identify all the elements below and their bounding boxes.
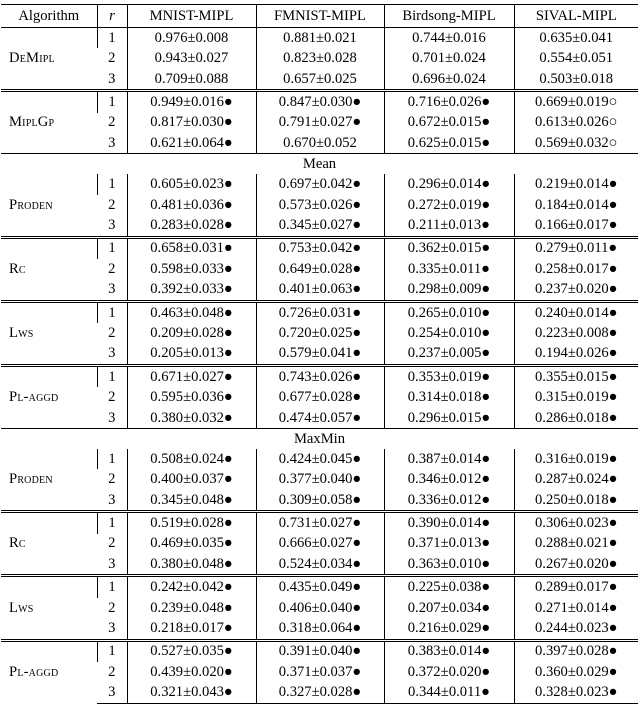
r-value: 2 — [108, 389, 116, 406]
table-row — [1, 640, 638, 662]
accuracy-cell: 0.327±0.028● — [256, 682, 384, 703]
accuracy-cell: 0.881±0.021 — [256, 28, 384, 49]
table-row — [1, 534, 638, 554]
table-row — [1, 554, 638, 576]
accuracy-cell: 0.743±0.026● — [256, 365, 384, 387]
table-row — [1, 576, 638, 598]
accuracy-cell: 0.709±0.088 — [127, 69, 256, 91]
accuracy-cell: 0.184±0.014● — [514, 195, 638, 215]
accuracy-cell: 0.346±0.012● — [384, 469, 514, 489]
accuracy-cell: 0.205±0.013● — [127, 343, 256, 365]
r-value: 3 — [108, 409, 116, 426]
table-row — [1, 174, 638, 194]
header-dataset: FMNIST-MIPL — [256, 5, 384, 28]
accuracy-cell: 0.371±0.013● — [384, 534, 514, 554]
section-row — [1, 154, 638, 175]
r-value: 2 — [108, 324, 116, 341]
table-row — [1, 365, 638, 387]
accuracy-cell: 0.554±0.051 — [514, 48, 638, 68]
r-value: 2 — [108, 260, 116, 277]
r-value: 1 — [97, 28, 127, 49]
algorithm-group — [1, 28, 638, 91]
accuracy-cell: 0.383±0.014● — [384, 640, 514, 662]
algorithm-group — [1, 640, 638, 703]
accuracy-cell: 0.336±0.012● — [384, 490, 514, 512]
accuracy-cell: 0.598±0.033● — [127, 259, 256, 279]
table-row — [1, 408, 638, 429]
accuracy-cell: 0.726±0.031● — [256, 301, 384, 323]
accuracy-cell: 0.309±0.058● — [256, 490, 384, 512]
accuracy-cell: 0.621±0.064● — [127, 133, 256, 154]
r-value: 3 — [108, 70, 116, 87]
accuracy-cell: 0.362±0.015● — [384, 237, 514, 259]
accuracy-cell: 0.328±0.023● — [514, 682, 638, 703]
r-value: 1 — [97, 576, 127, 598]
accuracy-cell: 0.666±0.027● — [256, 534, 384, 554]
header-dataset: MNIST-MIPL — [127, 5, 256, 28]
accuracy-cell: 0.250±0.018● — [514, 490, 638, 512]
accuracy-cell: 0.649±0.028● — [256, 259, 384, 279]
algorithm-group — [1, 365, 638, 428]
accuracy-cell: 0.372±0.020● — [384, 662, 514, 682]
table-row — [1, 28, 638, 49]
accuracy-cell: 0.353±0.019● — [384, 365, 514, 387]
r-value: 1 — [97, 512, 127, 534]
accuracy-cell: 0.271±0.014● — [514, 598, 638, 618]
r-value: 2 — [108, 663, 116, 680]
accuracy-cell: 0.209±0.028● — [127, 323, 256, 343]
accuracy-cell: 0.306±0.023● — [514, 512, 638, 534]
accuracy-cell: 0.439±0.020● — [127, 662, 256, 682]
table-row — [1, 343, 638, 365]
accuracy-cell: 0.315±0.019● — [514, 387, 638, 407]
accuracy-cell: 0.696±0.024 — [384, 69, 514, 91]
r-value: 3 — [108, 345, 116, 362]
accuracy-cell: 0.237±0.020● — [514, 279, 638, 301]
table-row — [1, 618, 638, 640]
accuracy-cell: 0.595±0.036● — [127, 387, 256, 407]
accuracy-cell: 0.406±0.040● — [256, 598, 384, 618]
accuracy-cell: 0.166±0.017● — [514, 215, 638, 237]
accuracy-cell: 0.463±0.048● — [127, 301, 256, 323]
accuracy-cell: 0.344±0.011● — [384, 682, 514, 703]
table-row — [1, 133, 638, 154]
accuracy-cell: 0.424±0.045● — [256, 449, 384, 469]
accuracy-cell: 0.360±0.029● — [514, 662, 638, 682]
accuracy-cell: 0.390±0.014● — [384, 512, 514, 534]
accuracy-cell: 0.225±0.038● — [384, 576, 514, 598]
accuracy-cell: 0.625±0.015● — [384, 133, 514, 154]
r-value: 3 — [97, 682, 127, 703]
accuracy-cell: 0.474±0.057● — [256, 408, 384, 429]
section-label: MaxMin — [1, 429, 638, 450]
algorithm-group — [1, 154, 638, 237]
r-value: 3 — [108, 491, 116, 508]
accuracy-cell: 0.380±0.032● — [127, 408, 256, 429]
table-row — [1, 237, 638, 259]
table-row — [1, 69, 638, 91]
accuracy-cell: 0.318±0.064● — [256, 618, 384, 640]
table-row — [1, 48, 638, 68]
accuracy-cell: 0.817±0.030● — [127, 113, 256, 133]
table-row — [1, 682, 638, 703]
table-row — [1, 490, 638, 512]
accuracy-cell: 0.296±0.014● — [384, 174, 514, 194]
r-value: 3 — [108, 217, 116, 234]
accuracy-cell: 0.605±0.023● — [127, 174, 256, 194]
accuracy-cell: 0.363±0.010● — [384, 554, 514, 576]
algorithm-name: Proden — [9, 471, 53, 488]
accuracy-cell: 0.669±0.019○ — [514, 91, 638, 113]
table-row — [1, 215, 638, 237]
accuracy-cell: 0.254±0.010● — [384, 323, 514, 343]
accuracy-cell: 0.613±0.026○ — [514, 113, 638, 133]
accuracy-cell: 0.823±0.028 — [256, 48, 384, 68]
r-value: 2 — [108, 599, 116, 616]
accuracy-cell: 0.355±0.015● — [514, 365, 638, 387]
r-value: 2 — [108, 114, 116, 131]
accuracy-cell: 0.223±0.008● — [514, 323, 638, 343]
accuracy-cell: 0.272±0.019● — [384, 195, 514, 215]
accuracy-cell: 0.244±0.023● — [514, 618, 638, 640]
accuracy-cell: 0.753±0.042● — [256, 237, 384, 259]
accuracy-cell: 0.345±0.027● — [256, 215, 384, 237]
accuracy-cell: 0.672±0.015● — [384, 113, 514, 133]
table-row — [1, 323, 638, 343]
accuracy-cell: 0.527±0.035● — [127, 640, 256, 662]
algorithm-name: Lws — [1, 576, 97, 640]
accuracy-cell: 0.481±0.036● — [127, 195, 256, 215]
accuracy-cell: 0.731±0.027● — [256, 512, 384, 534]
r-value: 2 — [108, 50, 116, 67]
accuracy-cell: 0.949±0.016● — [127, 91, 256, 113]
accuracy-cell: 0.296±0.015● — [384, 408, 514, 429]
accuracy-cell: 0.716±0.026● — [384, 91, 514, 113]
r-value: 2 — [108, 535, 116, 552]
accuracy-cell: 0.258±0.017● — [514, 259, 638, 279]
accuracy-cell: 0.671±0.027● — [127, 365, 256, 387]
accuracy-cell: 0.242±0.042● — [127, 576, 256, 598]
r-value: 3 — [108, 620, 116, 637]
table-row — [1, 301, 638, 323]
accuracy-cell: 0.524±0.034● — [256, 554, 384, 576]
accuracy-cell: 0.573±0.026● — [256, 195, 384, 215]
header-r: r — [97, 5, 127, 28]
section-label: Mean — [1, 154, 638, 175]
r-value: 2 — [108, 196, 116, 213]
accuracy-cell: 0.397±0.028● — [514, 640, 638, 662]
accuracy-cell: 0.701±0.024 — [384, 48, 514, 68]
table-row — [1, 469, 638, 489]
accuracy-cell: 0.635±0.041 — [514, 28, 638, 49]
accuracy-cell: 0.218±0.017● — [127, 618, 256, 640]
table-row — [1, 512, 638, 534]
algorithm-name: Pl-aggd — [1, 365, 97, 428]
accuracy-cell: 0.791±0.027● — [256, 113, 384, 133]
r-value: 3 — [108, 134, 116, 151]
accuracy-cell: 0.287±0.024● — [514, 469, 638, 489]
accuracy-cell: 0.503±0.018 — [514, 69, 638, 91]
accuracy-cell: 0.400±0.037● — [127, 469, 256, 489]
algorithm-group — [1, 512, 638, 576]
algorithm-name: Proden — [9, 196, 53, 213]
header-dataset: Birdsong-MIPL — [384, 5, 514, 28]
results-table — [1, 4, 638, 704]
algorithm-group — [1, 237, 638, 301]
header-algorithm: Algorithm — [1, 5, 97, 28]
table-row — [1, 91, 638, 113]
accuracy-cell: 0.392±0.033● — [127, 279, 256, 301]
accuracy-cell: 0.657±0.025 — [256, 69, 384, 91]
accuracy-cell: 0.744±0.016 — [384, 28, 514, 49]
r-value: 1 — [97, 449, 127, 469]
r-value: 2 — [108, 471, 116, 488]
accuracy-cell: 0.207±0.034● — [384, 598, 514, 618]
algorithm-name: Rc — [1, 237, 97, 301]
accuracy-cell: 0.976±0.008 — [127, 28, 256, 49]
section-row — [1, 429, 638, 450]
table-row — [1, 113, 638, 133]
header-dataset: SIVAL-MIPL — [514, 5, 638, 28]
accuracy-cell: 0.288±0.021● — [514, 534, 638, 554]
accuracy-cell: 0.321±0.043● — [127, 682, 256, 703]
accuracy-cell: 0.216±0.029● — [384, 618, 514, 640]
table-row — [1, 449, 638, 469]
accuracy-cell: 0.335±0.011● — [384, 259, 514, 279]
accuracy-cell: 0.658±0.031● — [127, 237, 256, 259]
table-row — [1, 279, 638, 301]
accuracy-cell: 0.267±0.020● — [514, 554, 638, 576]
r-value: 1 — [97, 91, 127, 113]
accuracy-cell: 0.265±0.010● — [384, 301, 514, 323]
r-value: 1 — [97, 640, 127, 662]
accuracy-cell: 0.508±0.024● — [127, 449, 256, 469]
accuracy-cell: 0.316±0.019● — [514, 449, 638, 469]
accuracy-cell: 0.211±0.013● — [384, 215, 514, 237]
accuracy-cell: 0.371±0.037● — [256, 662, 384, 682]
accuracy-cell: 0.380±0.048● — [127, 554, 256, 576]
accuracy-cell: 0.720±0.025● — [256, 323, 384, 343]
accuracy-cell: 0.469±0.035● — [127, 534, 256, 554]
algorithm-name: DeMipl — [1, 28, 97, 91]
accuracy-cell: 0.194±0.026● — [514, 343, 638, 365]
algorithm-group — [1, 91, 638, 154]
accuracy-cell: 0.314±0.018● — [384, 387, 514, 407]
accuracy-cell: 0.219±0.014● — [514, 174, 638, 194]
table-row — [1, 259, 638, 279]
accuracy-cell: 0.239±0.048● — [127, 598, 256, 618]
accuracy-cell: 0.289±0.017● — [514, 576, 638, 598]
accuracy-cell: 0.377±0.040● — [256, 469, 384, 489]
table-row — [1, 387, 638, 407]
algorithm-group — [1, 301, 638, 365]
accuracy-cell: 0.345±0.048● — [127, 490, 256, 512]
accuracy-cell: 0.387±0.014● — [384, 449, 514, 469]
r-value: 1 — [97, 237, 127, 259]
r-value: 3 — [108, 555, 116, 572]
r-value: 1 — [97, 365, 127, 387]
accuracy-cell: 0.677±0.028● — [256, 387, 384, 407]
accuracy-cell: 0.670±0.052 — [256, 133, 384, 154]
algorithm-name: MiplGp — [1, 91, 97, 154]
accuracy-cell: 0.847±0.030● — [256, 91, 384, 113]
accuracy-cell: 0.579±0.041● — [256, 343, 384, 365]
header-row — [1, 5, 638, 28]
table-row — [1, 662, 638, 682]
accuracy-cell: 0.401±0.063● — [256, 279, 384, 301]
accuracy-cell: 0.697±0.042● — [256, 174, 384, 194]
accuracy-cell: 0.237±0.005● — [384, 343, 514, 365]
table-row — [1, 195, 638, 215]
accuracy-cell: 0.519±0.028● — [127, 512, 256, 534]
accuracy-cell: 0.240±0.014● — [514, 301, 638, 323]
accuracy-cell: 0.279±0.011● — [514, 237, 638, 259]
accuracy-cell: 0.298±0.009● — [384, 279, 514, 301]
algorithm-group — [1, 576, 638, 640]
accuracy-cell: 0.569±0.032○ — [514, 133, 638, 154]
table-row — [1, 598, 638, 618]
accuracy-cell: 0.435±0.049● — [256, 576, 384, 598]
accuracy-cell: 0.391±0.040● — [256, 640, 384, 662]
accuracy-cell: 0.286±0.018● — [514, 408, 638, 429]
r-value: 1 — [97, 174, 127, 194]
algorithm-name: Rc — [1, 512, 97, 576]
algorithm-name: Lws — [1, 301, 97, 365]
algorithm-name: Pl-aggd — [1, 640, 97, 703]
accuracy-cell: 0.283±0.028● — [127, 215, 256, 237]
r-value: 1 — [97, 301, 127, 323]
algorithm-group — [1, 429, 638, 512]
r-value: 3 — [108, 281, 116, 298]
accuracy-cell: 0.943±0.027 — [127, 48, 256, 68]
